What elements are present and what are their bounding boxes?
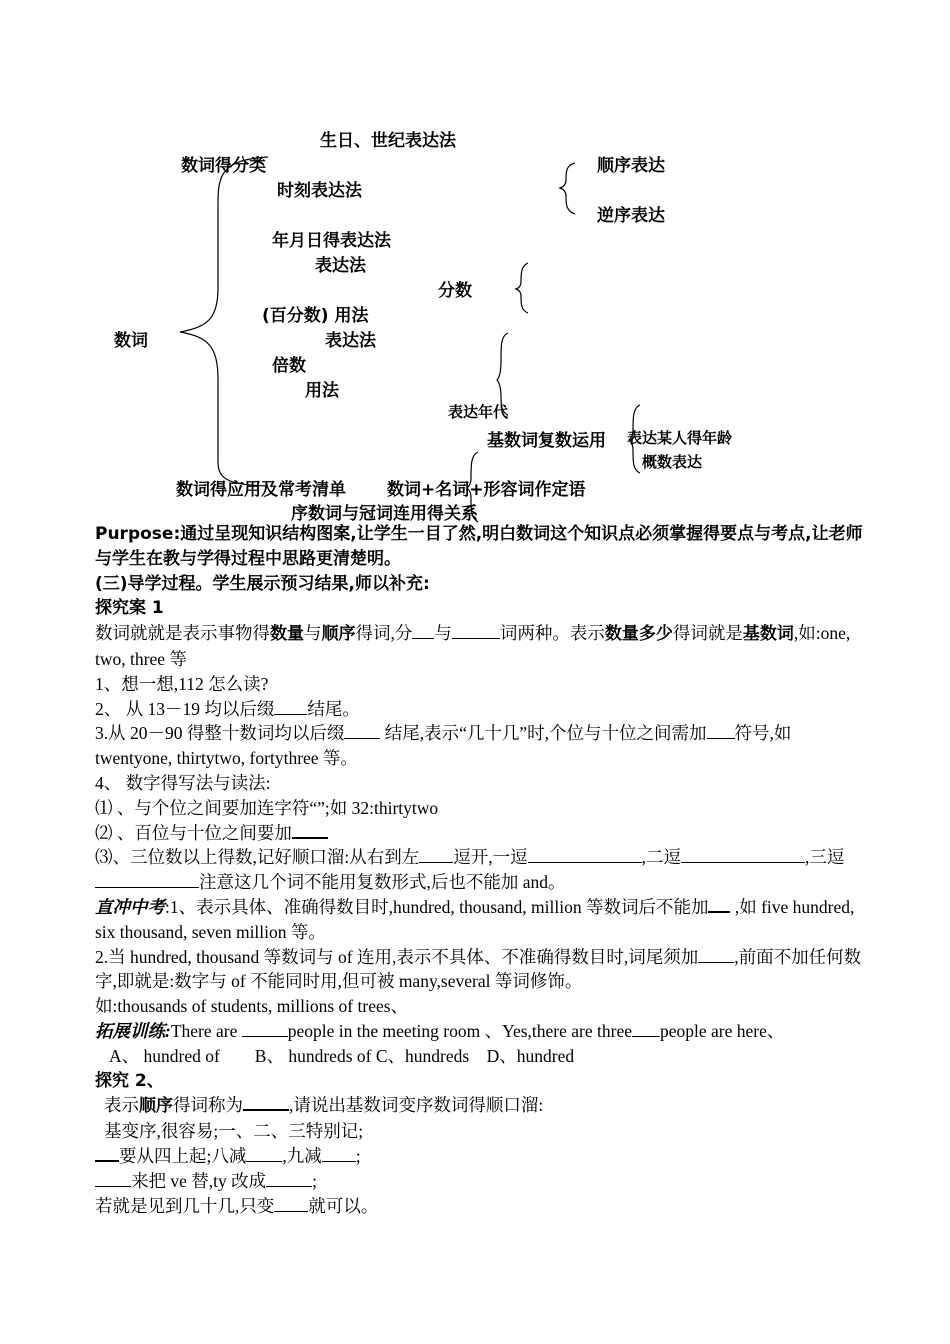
node-date-expression: 年月日得表达法	[272, 231, 391, 251]
node-percent-usage: (百分数) 用法	[262, 306, 369, 326]
extension-exercise: 拓展训练:There are people in the meeting room 、Yes,there are three people are here、	[95, 1020, 785, 1041]
node-expression-method-2: 表达法	[325, 331, 376, 351]
exam-tip-label: 直冲中考	[95, 896, 165, 917]
question-3: 3.从 20－90 得整十数词均以后缀 结尾,表示“几十几”时,个位与十位之间需加 符号,如 twentyone, thirtytwo, fortythree 等。	[95, 723, 792, 769]
node-birthday-century: 生日、世纪表达法	[320, 131, 456, 151]
blank	[242, 1022, 288, 1037]
question-4-1: ⑴ 、与个位之间要加连字符“”;如 32:thirtytwo	[95, 797, 439, 818]
guide-heading: (三)导学过程。学生展示预习结果,师以补充:	[95, 573, 430, 594]
question-1: 1、想一想,112 怎么读?	[95, 673, 269, 694]
rhyme-line-4: 若就是见到几十几,只变 就可以。	[95, 1195, 379, 1216]
blank	[708, 897, 730, 913]
extension-options: A、 hundred of B、 hundreds of C、hundreds D、hundred	[109, 1045, 575, 1066]
numeral-definition: 数词就就是表示事物得数量与顺序得词,分 与 词两种。表示数量多少得词就是基数词,如:one, two, three 等	[95, 623, 851, 669]
purpose-paragraph	[95, 522, 865, 572]
blank	[246, 1147, 282, 1162]
body-text	[95, 522, 865, 1218]
question-4-2: ⑵ 、百位与十位之间要加	[95, 821, 865, 846]
blank	[95, 1172, 131, 1187]
purpose-label: Purpose:	[95, 524, 181, 544]
blank	[95, 873, 199, 888]
question-2: 2、 从 13－19 均以后缀 结尾。	[95, 698, 360, 719]
purpose-text: 通过呈现知识结构图案,让学生一目了然,明白数词这个知识点必须掌握得要点与考点,让老师与学生在教与学得过程中思路更清楚明。	[95, 524, 863, 569]
blank	[274, 700, 307, 715]
bracket-lines	[0, 0, 950, 530]
rhyme-line-3: 来把 ve 替,ty 改成 ;	[95, 1169, 865, 1194]
node-decade: 表达年代	[448, 403, 509, 421]
blank	[681, 848, 805, 863]
rhyme-line-1: 基变序,很容易;一、二、三特别记;	[104, 1121, 364, 1142]
exam-tip-2: 2.当 hundred, thousand 等数词与 of 连用,表示不具体、不准确得数目时,词尾须加 ,前面不加任何数字,即就是:数字与 of 不能同时用,但可被 many,several 等词修饰。	[95, 946, 862, 992]
ordinal-definition: 表示顺序得词称为 ,请说出基数词变序数词得顺口溜:	[104, 1095, 544, 1117]
exam-tip-example: 如:thousands of students, millions of trees、	[95, 996, 409, 1017]
main-brace	[180, 157, 268, 486]
node-ordinal-article: 序数词与冠词连用得关系	[291, 504, 478, 524]
blank	[344, 724, 380, 739]
node-root: 数词	[114, 331, 148, 351]
explore1-heading: 探究案 1	[95, 598, 164, 619]
rhyme-line-2: 要从四上起;八减 ,九减 ;	[95, 1144, 865, 1169]
explore2-heading: 探究 2、	[95, 1070, 164, 1091]
blank	[707, 724, 735, 739]
blank	[528, 848, 642, 863]
blank	[632, 1022, 660, 1037]
node-forward-order: 顺序表达	[597, 156, 665, 176]
blank	[322, 1147, 356, 1162]
blank	[698, 948, 734, 963]
node-multiple: 倍数	[272, 356, 306, 376]
blank	[412, 624, 434, 639]
node-cardinal-plural: 基数词复数运用	[487, 431, 606, 451]
exam-tip-1: 直冲中考:1、表示具体、准确得数目时,hundred, thousand, million 等数词后不能加 ,如 five hundred, six thousand, seven million 等。	[95, 896, 855, 942]
node-attributive: 数词+名词+形容词作定语	[387, 480, 586, 500]
fraction-brace	[516, 263, 528, 313]
node-classification: 数词得分类	[181, 156, 266, 176]
blank	[266, 1172, 312, 1187]
blank	[452, 624, 500, 639]
order-brace	[560, 163, 575, 214]
blank	[243, 1095, 289, 1111]
blank	[292, 823, 328, 839]
node-application: 数词得应用及常考清单	[176, 480, 346, 500]
node-fraction: 分数	[438, 281, 472, 301]
node-approx: 概数表达	[642, 453, 703, 471]
node-time-expression: 时刻表达法	[277, 181, 362, 201]
question-4: 4、 数字得写法与读法:	[95, 772, 271, 793]
node-reverse-order: 逆序表达	[597, 206, 665, 226]
question-4-3: ⑶、三位数以上得数,记好顺口溜:从右到左 逗开,一逗 ,二逗 ,三逗注意这几个词不能用复数形式,后也不能加 and。	[95, 847, 845, 893]
node-age: 表达某人得年龄	[627, 429, 733, 447]
node-usage: 用法	[305, 381, 339, 401]
blank	[95, 1146, 119, 1162]
extension-label: 拓展训练:	[95, 1020, 171, 1041]
node-expression-method: 表达法	[315, 256, 366, 276]
blank	[274, 1197, 308, 1212]
blank	[419, 848, 453, 863]
